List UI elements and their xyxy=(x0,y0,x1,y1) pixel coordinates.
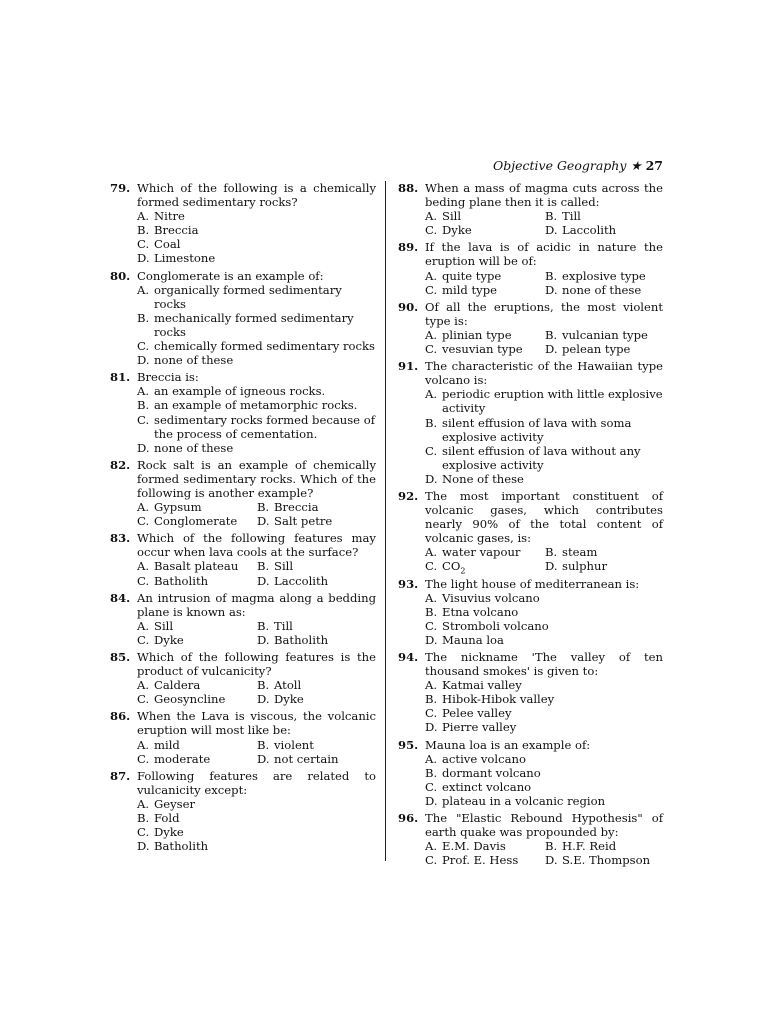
option-text: Sill xyxy=(154,618,174,633)
option-letter: D. xyxy=(257,692,270,707)
question-number: 89. xyxy=(398,240,419,255)
question-text: Breccia is: xyxy=(137,370,199,385)
page-header xyxy=(493,158,663,173)
option-letter: A. xyxy=(425,545,438,560)
answer-option xyxy=(137,353,376,367)
question-text: Following features are related to vulcanicity except: xyxy=(137,768,376,797)
question-item xyxy=(110,458,376,528)
option-letter: D. xyxy=(545,853,558,868)
option-letter: D. xyxy=(137,839,150,854)
answer-option xyxy=(257,692,304,706)
option-text: mechanically formed sedimentary rocks xyxy=(154,310,354,339)
option-letter: A. xyxy=(425,327,438,342)
option-letter: A. xyxy=(425,751,438,766)
answer-option xyxy=(137,209,376,223)
answer-option xyxy=(137,738,257,752)
option-letter: C. xyxy=(425,779,438,794)
question-text: Which of the following is a chemically formed sedimentary rocks? xyxy=(137,181,376,210)
question-item xyxy=(398,489,663,574)
question-number: 86. xyxy=(110,709,131,724)
answer-option xyxy=(137,413,376,441)
answer-option xyxy=(137,839,376,853)
option-text: chemically formed sedimentary rocks xyxy=(154,339,375,354)
option-letter: A. xyxy=(137,282,150,297)
option-letter: B. xyxy=(545,545,558,560)
option-letter: D. xyxy=(137,251,150,266)
answer-option xyxy=(137,283,376,311)
option-text: Dyke xyxy=(442,223,472,238)
answer-option xyxy=(425,444,663,472)
option-letter: B. xyxy=(425,604,438,619)
option-letter: C. xyxy=(137,514,150,529)
option-letter: C. xyxy=(137,237,150,252)
option-row xyxy=(425,853,663,867)
option-text: explosive type xyxy=(562,268,646,283)
option-letter: C. xyxy=(137,751,150,766)
answer-option xyxy=(425,780,663,794)
option-letter: D. xyxy=(137,353,150,368)
answer-option xyxy=(257,752,338,766)
option-text: Fold xyxy=(154,811,180,826)
answer-option xyxy=(137,500,257,514)
left-column xyxy=(110,181,376,856)
option-letter: D. xyxy=(257,514,270,529)
answer-option xyxy=(137,633,257,647)
option-letter: C. xyxy=(425,223,438,238)
option-letter: A. xyxy=(425,678,438,693)
question-text: Which of the following features may occur when lava cools at the surface? xyxy=(137,531,376,560)
question-item xyxy=(110,370,376,455)
answer-option xyxy=(425,853,545,867)
answer-option xyxy=(545,223,616,237)
answer-option xyxy=(137,559,257,573)
question-item xyxy=(398,811,663,867)
option-text: Salt petre xyxy=(274,514,333,529)
option-letter: C. xyxy=(425,853,438,868)
option-text: H.F. Reid xyxy=(562,839,617,854)
option-row xyxy=(137,678,376,692)
question-text: If the lava is of acidic in nature the eruption will be of: xyxy=(425,240,663,269)
answer-option xyxy=(137,574,257,588)
option-letter: B. xyxy=(425,415,438,430)
option-text: Mauna loa xyxy=(442,632,504,647)
option-letter: D. xyxy=(425,632,438,647)
option-text: extinct volcano xyxy=(442,779,532,794)
option-text: Stromboli volcano xyxy=(442,618,549,633)
answer-option xyxy=(257,619,293,633)
option-row xyxy=(137,752,376,766)
answer-option xyxy=(137,339,376,353)
question-number: 92. xyxy=(398,488,419,503)
option-text: Dyke xyxy=(154,825,184,840)
option-letter: D. xyxy=(545,223,558,238)
option-text: Till xyxy=(274,618,293,633)
answer-option xyxy=(137,692,257,706)
option-letter: C. xyxy=(425,706,438,721)
option-text: Katmai valley xyxy=(442,678,522,693)
answer-option xyxy=(545,342,630,356)
answer-option xyxy=(425,692,663,706)
answer-option xyxy=(137,223,376,237)
answer-option xyxy=(545,209,581,223)
question-item xyxy=(398,650,663,735)
answer-option xyxy=(425,416,663,444)
option-letter: A. xyxy=(425,839,438,854)
option-row xyxy=(425,283,663,297)
option-text: Atoll xyxy=(274,678,302,693)
option-letter: D. xyxy=(257,573,270,588)
question-text: Of all the eruptions, the most violent type is: xyxy=(425,299,663,328)
answer-option xyxy=(545,839,616,853)
option-letter: D. xyxy=(425,793,438,808)
question-item xyxy=(398,300,663,356)
question-number: 94. xyxy=(398,650,419,664)
option-text: Breccia xyxy=(154,223,199,238)
option-text: water vapour xyxy=(442,545,521,560)
question-text: When the Lava is viscous, the volcanic eruption will most like be: xyxy=(137,709,376,738)
book-title: Objective Geography xyxy=(492,158,627,173)
option-text: Laccolith xyxy=(274,573,329,588)
question-text: The nickname 'The valley of ten thousand smokes' is given to: xyxy=(425,650,663,679)
option-text: S.E. Thompson xyxy=(562,853,651,868)
option-letter: C. xyxy=(425,559,438,574)
option-text: Coal xyxy=(154,237,181,252)
option-text: silent effusion of lava without any explosive activity xyxy=(442,443,641,472)
option-text: sedimentary rocks formed because of the process of cementation. xyxy=(154,412,375,441)
option-letter: B. xyxy=(545,268,558,283)
option-letter: D. xyxy=(137,440,150,455)
question-number: 83. xyxy=(110,531,131,546)
answer-option xyxy=(257,559,293,573)
option-letter: B. xyxy=(137,398,150,413)
answer-option xyxy=(425,633,663,647)
option-row xyxy=(137,559,376,573)
option-text: none of these xyxy=(562,282,642,297)
option-text: periodic eruption with little explosive activity xyxy=(442,387,663,416)
option-letter: C. xyxy=(137,825,150,840)
option-text: mild xyxy=(154,737,180,752)
answer-option xyxy=(425,605,663,619)
answer-option xyxy=(545,853,650,867)
question-text: When a mass of magma cuts across the beding plane then it is called: xyxy=(425,181,663,210)
option-text: an example of metamorphic rocks. xyxy=(154,398,358,413)
option-text: organically formed sedimentary rocks xyxy=(154,282,342,311)
question-item xyxy=(398,577,663,647)
question-text: The light house of mediterranean is: xyxy=(425,576,640,591)
answer-option xyxy=(545,328,648,342)
option-text: sulphur xyxy=(562,559,608,574)
right-column xyxy=(398,181,663,870)
option-letter: B. xyxy=(257,618,270,633)
question-text: The most important constituent of volcanic gases, which contributes nearly 90% of the total content of volcanic gases, is: xyxy=(425,488,663,546)
option-row xyxy=(425,839,663,853)
option-text: vulcanian type xyxy=(562,327,648,342)
option-row xyxy=(425,328,663,342)
option-text: Hibok-Hibok valley xyxy=(442,692,555,707)
option-letter: C. xyxy=(137,339,150,354)
option-text: vesuvian type xyxy=(442,342,523,357)
question-item xyxy=(110,269,376,368)
answer-option xyxy=(425,619,663,633)
answer-option xyxy=(425,678,663,692)
option-text: silent effusion of lava with soma explosive activity xyxy=(442,415,632,444)
option-letter: A. xyxy=(137,737,150,752)
question-number: 87. xyxy=(110,768,131,783)
option-text: Pelee valley xyxy=(442,706,512,721)
option-row xyxy=(425,342,663,356)
option-text: Conglomerate xyxy=(154,514,238,529)
option-letter: B. xyxy=(257,678,270,693)
option-text: quite type xyxy=(442,268,502,283)
option-text: plateau in a volcanic region xyxy=(442,793,606,808)
option-letter: A. xyxy=(137,384,150,399)
option-letter: A. xyxy=(425,590,438,605)
answer-option xyxy=(425,839,545,853)
option-letter: A. xyxy=(137,500,150,515)
option-letter: B. xyxy=(545,209,558,224)
option-text: Batholith xyxy=(154,839,209,854)
question-text: Rock salt is an example of chemically formed sedimentary rocks. Which of the following is another example? xyxy=(137,457,376,500)
option-letter: B. xyxy=(425,765,438,780)
answer-option xyxy=(425,545,545,559)
option-letter: D. xyxy=(257,751,270,766)
question-item xyxy=(110,531,376,587)
option-letter: A. xyxy=(137,559,150,574)
option-subscript: 2 xyxy=(460,566,466,576)
option-letter: C. xyxy=(137,412,150,427)
option-text: Dyke xyxy=(154,632,184,647)
answer-option xyxy=(425,223,545,237)
option-letter: C. xyxy=(425,618,438,633)
question-text: The "Elastic Rebound Hypothesis" of earth quake was propounded by: xyxy=(425,811,663,840)
option-letter: A. xyxy=(425,387,438,402)
answer-option xyxy=(257,678,301,692)
question-number: 90. xyxy=(398,299,419,314)
option-row xyxy=(137,738,376,752)
question-number: 85. xyxy=(110,650,131,664)
option-text: dormant volcano xyxy=(442,765,541,780)
option-letter: C. xyxy=(425,443,438,458)
option-letter: C. xyxy=(137,692,150,707)
answer-option xyxy=(137,441,376,455)
option-letter: B. xyxy=(425,692,438,707)
question-text: The characteristic of the Hawaiian type volcano is: xyxy=(425,359,663,388)
answer-option xyxy=(425,591,663,605)
question-item xyxy=(110,181,376,266)
option-letter: A. xyxy=(137,618,150,633)
answer-option xyxy=(137,398,376,412)
question-item xyxy=(110,709,376,765)
answer-option xyxy=(257,633,328,647)
answer-option xyxy=(137,384,376,398)
question-item xyxy=(110,591,376,647)
option-letter: A. xyxy=(425,209,438,224)
option-text: not certain xyxy=(274,751,339,766)
question-number: 95. xyxy=(398,737,419,752)
option-row xyxy=(137,633,376,647)
question-number: 79. xyxy=(110,181,131,195)
question-number: 80. xyxy=(110,268,131,283)
option-text: None of these xyxy=(442,471,524,486)
option-letter: B. xyxy=(137,223,150,238)
option-row xyxy=(137,619,376,633)
answer-option xyxy=(425,269,545,283)
option-letter: B. xyxy=(137,310,150,325)
option-text: Dyke xyxy=(274,692,304,707)
option-letter: D. xyxy=(545,282,558,297)
option-letter: D. xyxy=(545,342,558,357)
question-text: Which of the following features is the product of vulcanicity? xyxy=(137,650,376,679)
answer-option xyxy=(425,472,663,486)
option-letter: D. xyxy=(545,559,558,574)
answer-option xyxy=(137,825,376,839)
option-letter: B. xyxy=(137,811,150,826)
answer-option xyxy=(137,514,257,528)
option-letter: A. xyxy=(137,209,150,224)
option-letter: B. xyxy=(545,839,558,854)
answer-option xyxy=(137,797,376,811)
option-text: Limestone xyxy=(154,251,216,266)
option-row xyxy=(425,559,663,576)
answer-option xyxy=(425,342,545,356)
answer-option xyxy=(257,500,319,514)
question-number: 91. xyxy=(398,359,419,374)
option-row xyxy=(137,500,376,514)
question-item xyxy=(110,650,376,706)
answer-option xyxy=(425,387,663,415)
option-text: Prof. E. Hess xyxy=(442,853,519,868)
answer-option xyxy=(425,559,545,576)
option-letter: B. xyxy=(257,737,270,752)
question-text: An intrusion of magma along a bedding plane is known as: xyxy=(137,590,376,619)
star-icon: ★ xyxy=(630,158,642,173)
question-number: 93. xyxy=(398,576,419,591)
answer-option xyxy=(425,752,663,766)
option-letter: B. xyxy=(545,327,558,342)
question-text: Mauna loa is an example of: xyxy=(425,737,591,752)
option-row xyxy=(425,209,663,223)
option-text: Batholith xyxy=(274,632,329,647)
option-text: mild type xyxy=(442,282,498,297)
option-row xyxy=(137,574,376,588)
question-number: 84. xyxy=(110,590,131,605)
option-text: Pierre valley xyxy=(442,720,517,735)
option-text: active volcano xyxy=(442,751,526,766)
option-text: Caldera xyxy=(154,678,201,693)
answer-option xyxy=(137,251,376,265)
option-text: Geyser xyxy=(154,796,196,811)
answer-option xyxy=(137,678,257,692)
question-item xyxy=(398,738,663,808)
option-text: pelean type xyxy=(562,342,631,357)
question-item xyxy=(398,359,663,486)
option-letter: B. xyxy=(257,559,270,574)
column-divider xyxy=(385,181,386,861)
answer-option xyxy=(257,738,314,752)
option-text: Breccia xyxy=(274,500,319,515)
question-item xyxy=(398,240,663,296)
option-letter: A. xyxy=(137,678,150,693)
option-text: none of these xyxy=(154,353,234,368)
option-text: Sill xyxy=(274,559,294,574)
option-letter: C. xyxy=(425,282,438,297)
question-item xyxy=(398,181,663,237)
answer-option xyxy=(257,574,328,588)
option-letter: C. xyxy=(425,342,438,357)
option-text: Geosyncline xyxy=(154,692,226,707)
option-text: Basalt plateau xyxy=(154,559,239,574)
option-letter: D. xyxy=(425,720,438,735)
option-row xyxy=(425,545,663,559)
option-text: plinian type xyxy=(442,327,512,342)
option-letter: D. xyxy=(257,632,270,647)
option-text: Gypsum xyxy=(154,500,202,515)
option-text: E.M. Davis xyxy=(442,839,506,854)
answer-option xyxy=(425,209,545,223)
option-text: Batholith xyxy=(154,573,209,588)
option-row xyxy=(425,223,663,237)
answer-option xyxy=(137,311,376,339)
option-text: Sill xyxy=(442,209,462,224)
answer-option xyxy=(257,514,332,528)
answer-option xyxy=(425,794,663,808)
option-text: Etna volcano xyxy=(442,604,519,619)
option-text: CO xyxy=(442,559,461,574)
option-text: Nitre xyxy=(154,209,185,224)
option-row xyxy=(425,269,663,283)
answer-option xyxy=(425,328,545,342)
answer-option xyxy=(425,706,663,720)
option-text: Visuvius volcano xyxy=(442,590,540,605)
answer-option xyxy=(137,619,257,633)
answer-option xyxy=(545,559,607,573)
question-number: 81. xyxy=(110,370,131,385)
option-text: an example of igneous rocks. xyxy=(154,384,326,399)
answer-option xyxy=(545,283,641,297)
answer-option xyxy=(425,766,663,780)
option-row xyxy=(137,692,376,706)
option-letter: A. xyxy=(137,796,150,811)
question-item xyxy=(110,769,376,854)
question-number: 88. xyxy=(398,181,419,195)
option-text: none of these xyxy=(154,440,234,455)
question-text: Conglomerate is an example of: xyxy=(137,268,324,283)
option-letter: D. xyxy=(425,471,438,486)
answer-option xyxy=(545,269,646,283)
option-text: Laccolith xyxy=(562,223,617,238)
option-text: violent xyxy=(274,737,314,752)
page-number: 27 xyxy=(645,158,663,173)
answer-option xyxy=(545,545,597,559)
option-text: moderate xyxy=(154,751,211,766)
answer-option xyxy=(137,752,257,766)
option-text: steam xyxy=(562,545,598,560)
option-letter: C. xyxy=(137,632,150,647)
answer-option xyxy=(425,283,545,297)
option-letter: C. xyxy=(137,573,150,588)
option-row xyxy=(137,514,376,528)
answer-option xyxy=(137,237,376,251)
answer-option xyxy=(425,720,663,734)
answer-option xyxy=(137,811,376,825)
option-letter: A. xyxy=(425,268,438,283)
option-text: Till xyxy=(562,209,581,224)
question-number: 82. xyxy=(110,457,131,472)
question-number: 96. xyxy=(398,811,419,826)
option-letter: B. xyxy=(257,500,270,515)
